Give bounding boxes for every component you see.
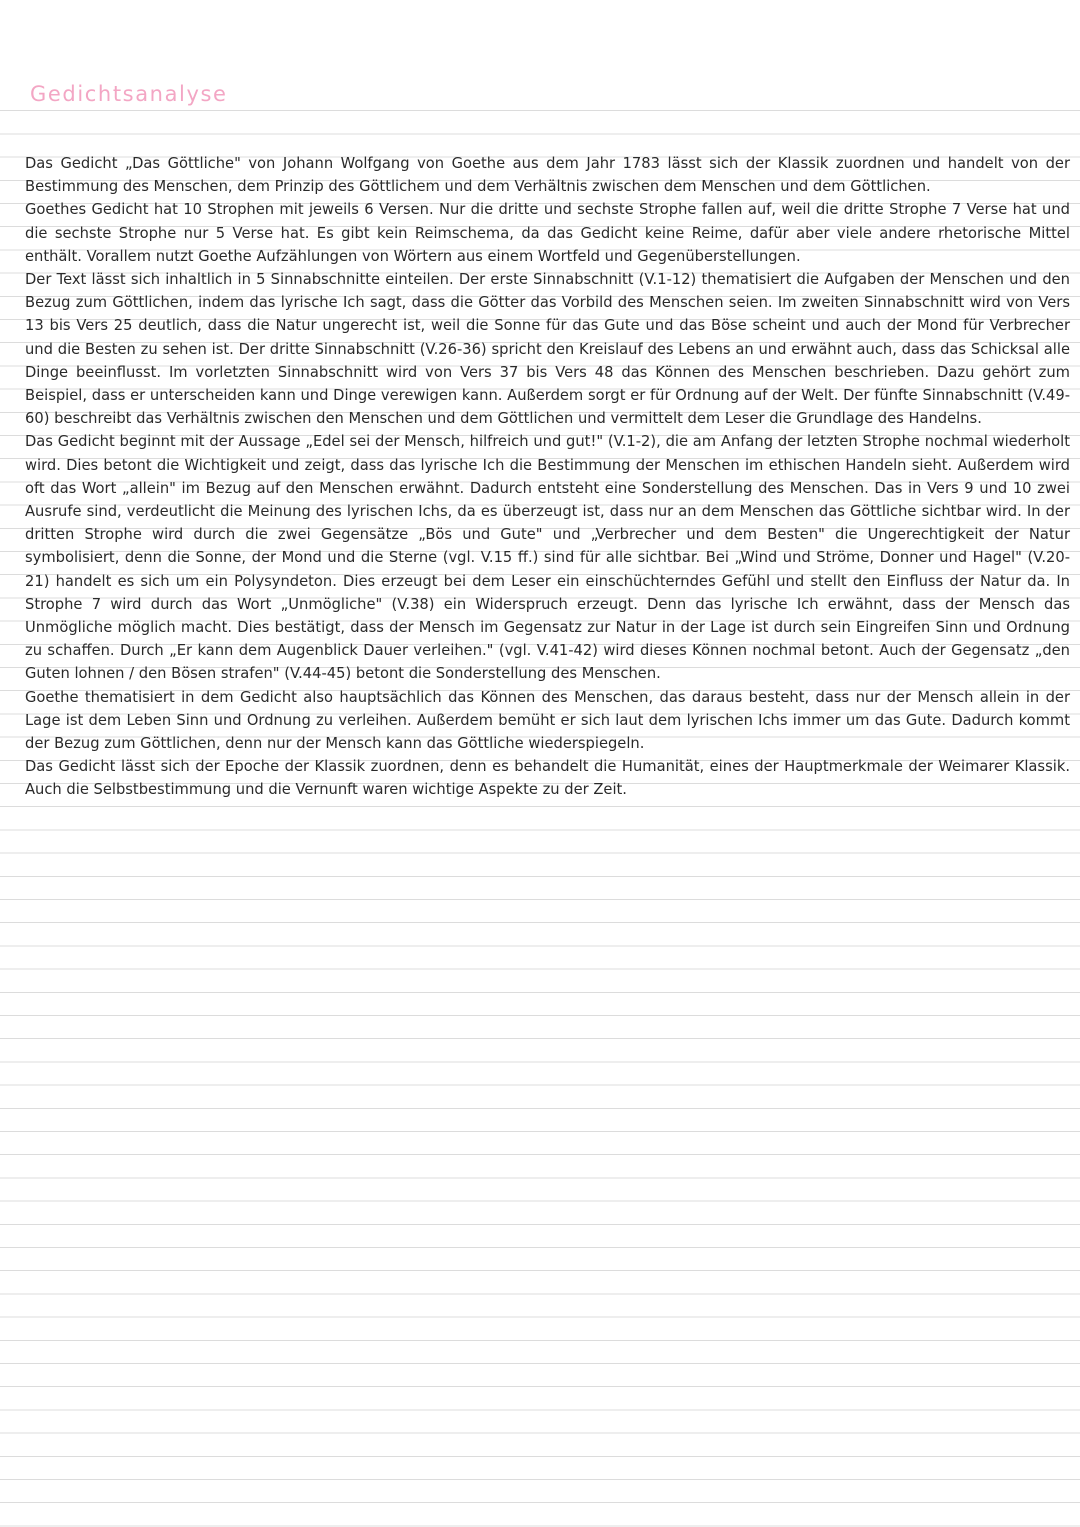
paragraph-introduction: Das Gedicht „Das Göttliche" von Johann Wolfgang von Goethe aus dem Jahr 1783 lässt sich der Klassik zuordnen und handelt von der Bestimmung des Menschen, dem Prinzip des Göttlichem und dem Verhältnis zwischen dem Menschen und dem Göttlichen. [25, 155, 1070, 196]
paragraph-language-analysis: Das Gedicht beginnt mit der Aussage „Edel sei der Mensch, hilfreich und gut!" (V.1-2), die am Anfang der letzten Strophe nochmal wiederholt wird. Dies betont die Wichtigkeit und zeigt, dass das lyrische Ich die Bestimmung der Menschen im ethischen Handeln sieht. Außerdem wird oft das Wort „allein" im Bezug auf den Menschen erwähnt. Dadurch entsteht eine Sonderstellung des Menschen. Das in Vers 9 und 10 zwei Ausrufe sind, verdeutlicht die Meinung des lyrischen Ichs, da es überzeugt ist, dass nur an dem Menschen das Göttliche sichtbar wird. In der dritten Strophe wird durch die zwei Gegensätze „Bös und Gute" und „Verbrecher und dem Besten" die Ungerechtigkeit der Natur symbolisiert, denn die Sonne, der Mond und die Sterne (vgl. V.15 ff.) sind für alle sichtbar. Bei „Wind und Ströme, Donner und Hagel" (V.20-21) handelt es sich um ein Polysyndeton. Dies erzeugt bei dem Leser ein einschüchterndes Gefühl und stellt den Einfluss der Natur da. In Strophe 7 wird durch das Wort „Unmögliche" (V.38) ein Widerspruch erzeugt. Denn das lyrische Ich erwähnt, dass der Mensch das Unmögliche möglich macht. Dies bestätigt, dass der Mensch im Gegensatz zur Natur in der Lage ist durch sein Eingreifen Sinn und Ordnung zu schaffen. Durch „Er kann dem Augenblick Dauer verleihen." (vgl. V.41-42) wird dieses Können nochmal betont. Auch der Gegensatz „den Guten lohnen / den Bösen strafen" (V.44-45) betont die Sonderstellung des Menschen. [25, 433, 1070, 683]
document-title: Gedichtsanalyse [30, 82, 228, 106]
paragraph-epoch: Das Gedicht lässt sich der Epoche der Klassik zuordnen, denn es behandelt die Humanität, eines der Hauptmerkmale der Weimarer Klassik. Auch die Selbstbestimmung und die Vernunft waren wichtige Aspekte zu der Zeit. [25, 758, 1070, 799]
paragraph-summary: Goethe thematisiert in dem Gedicht also hauptsächlich das Können des Menschen, das daraus besteht, dass nur der Mensch allein in der Lage ist dem Leben Sinn und Ordnung zu verleihen. Außerdem bemüht er sich laut dem lyrischen Ichs immer um das Gute. Dadurch kommt der Bezug zum Göttlichen, denn nur der Mensch kann das Göttliche wiederspiegeln. [25, 688, 1070, 753]
paragraph-form: Goethes Gedicht hat 10 Strophen mit jeweils 6 Versen. Nur die dritte und sechste Strophe fallen auf, weil die dritte Strophe 7 Verse hat und die sechste Strophe nur 5 Verse hat. Es gibt kein Reimschema, da das Gedicht keine Reime, dafür aber viele andere rhetorische Mittel enthält. Vorallem nutzt Goethe Aufzählungen von Wörtern aus einem Wortfeld und Gegenüberstellungen. [25, 201, 1070, 265]
paragraph-content-sections: Der Text lässt sich inhaltlich in 5 Sinnabschnitte einteilen. Der erste Sinnabschnitt (V.1-12) thematisiert die Aufgaben der Menschen und den Bezug zum Göttlichen, indem das lyrische Ich sagt, dass die Götter das Vorbild des Menschen seien. Im zweiten Sinnabschnitt wird von Vers 13 bis Vers 25 deutlich, dass die Natur ungerecht ist, weil die Sonne für das Gute und das Böse scheint und auch der Mond für Verbrecher und die Besten zu sehen ist. Der dritte Sinnabschnitt (V.26-36) spricht den Kreislauf des Lebens an und erwähnt auch, dass das Schicksal alle Dinge beeinflusst. Im vorletzten Sinnabschnitt wird von Vers 37 bis Vers 48 das Können des Menschen beschrieben. Dazu gehört zum Beispiel, dass er unterscheiden kann und Dinge verewigen kann. Außerdem sorgt er für Ordnung auf der Welt. Der fünfte Sinnabschnitt (V.49-60) beschreibt das Verhältnis zwischen den Menschen und dem Göttlichen und vermittelt dem Leser die Grundlage des Handelns. [25, 271, 1070, 428]
analysis-body [25, 152, 1070, 802]
